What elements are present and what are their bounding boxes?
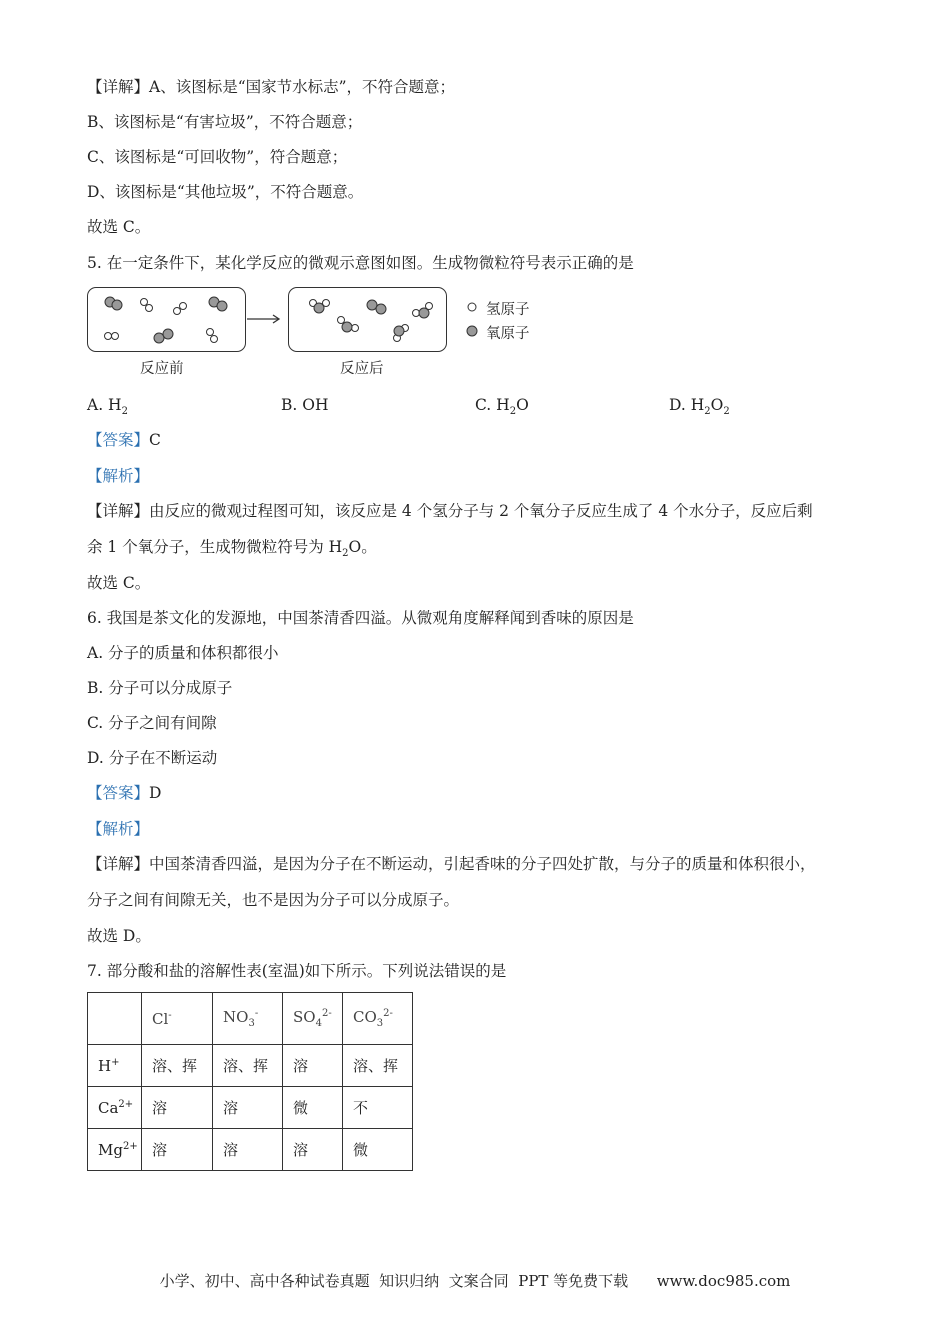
option-a: A. 分子的质量和体积都很小 (87, 644, 279, 662)
selection-line: 故选 C。 (87, 574, 151, 592)
after-molecules (289, 288, 446, 351)
question-5: 5. 在一定条件下，某化学反应的微观示意图如图。生成物微粒符号表示正确的是 (87, 254, 634, 272)
option-d: D. 分子在不断运动 (87, 749, 218, 767)
anion-cell: $NO_3^-$ (213, 993, 283, 1045)
detail-5-line: 余 1 个氧分子，生成物微粒符号为 $H_2O$。 (87, 538, 377, 560)
option-b: B. 分子可以分成原子 (87, 679, 233, 697)
option-c: C. $H_2O$ (475, 396, 529, 418)
anion-cell: $SO_4^{2-}$ (283, 993, 343, 1045)
analysis-label: 【解析】 (87, 467, 150, 485)
table-cell: 溶 (142, 1129, 213, 1171)
explanation-line: D、该图标是“其他垃圾”，不符合题意。 (87, 183, 364, 201)
before-label: 反应前 (140, 361, 184, 377)
legend-markers (466, 301, 480, 341)
table-cell: 溶 (283, 1129, 343, 1171)
question-7: 7. 部分酸和盐的溶解性表(室温)如下所示。下列说法错误的是 (87, 962, 507, 980)
detail-5-line: 【详解】由反应的微观过程图可知，该反应是 4 个氢分子与 2 个氧分子反应生成了 4 个水分子，反应后剩 (87, 502, 813, 520)
legend-oxygen: 氧原子 (486, 326, 530, 342)
option-c: C. 分子之间有间隙 (87, 714, 217, 732)
detail-6-line: 【详解】中国茶清香四溢，是因为分子在不断运动，引起香味的分子四处扩散，与分子的质量和体积很小， (87, 855, 816, 873)
table-cell: 溶 (213, 1129, 283, 1171)
table-cell: 微 (343, 1129, 413, 1171)
after-box (288, 287, 447, 352)
selection-line: 故选 C。 (87, 218, 151, 236)
after-label: 反应后 (340, 361, 384, 377)
table-cell: 溶 (213, 1087, 283, 1129)
question-6: 6. 我国是茶文化的发源地，中国茶清香四溢。从微观角度解释闻到香味的原因是 (87, 609, 634, 627)
table-row (88, 1087, 413, 1129)
legend-hydrogen: 氢原子 (486, 302, 530, 318)
table-cell: 不 (343, 1087, 413, 1129)
table-header-row (88, 993, 413, 1045)
option-b: B. OH (281, 396, 329, 414)
anion-cell: $CO_3^{2-}$ (343, 993, 413, 1045)
table-cell: 微 (283, 1087, 343, 1129)
explanation-line: 【详解】A、该图标是“国家节水标志”，不符合题意； (87, 78, 456, 96)
analysis-label: 【解析】 (87, 820, 150, 838)
table-cell: 溶、挥 (213, 1045, 283, 1087)
table-cell: 溶 (142, 1087, 213, 1129)
table-row (88, 1129, 413, 1171)
table-row (88, 1045, 413, 1087)
arrow-icon (246, 312, 282, 326)
detail-6-line: 分子之间有间隙无关，也不是因为分子可以分成原子。 (87, 891, 460, 909)
anion-cell: Cl- (142, 993, 213, 1045)
answer-5: 【答案】C (87, 431, 161, 449)
table-corner-cell (88, 993, 142, 1045)
solubility-table (87, 992, 413, 1171)
before-box (87, 287, 246, 352)
option-d: D. $H_2O_2$ (669, 396, 730, 418)
cation-cell: $Mg^{2+}$ (88, 1129, 142, 1171)
explanation-line: C、该图标是“可回收物”，符合题意； (87, 148, 348, 166)
cation-cell: H+ (88, 1045, 142, 1087)
option-a: A. $H_2$ (87, 396, 128, 418)
answer-6: 【答案】D (87, 784, 162, 802)
table-cell: 溶、挥 (142, 1045, 213, 1087)
explanation-line: B、该图标是“有害垃圾”，不符合题意； (87, 113, 363, 131)
table-cell: 溶、挥 (343, 1045, 413, 1087)
cation-cell: $Ca^{2+}$ (88, 1087, 142, 1129)
before-molecules (88, 288, 245, 351)
table-cell: 溶 (283, 1045, 343, 1087)
selection-line: 故选 D。 (87, 927, 151, 945)
page-footer: 小学、初中、高中各种试卷真题 知识归纳 文案合同 PPT 等免费下载 www.doc985.com (159, 1272, 791, 1290)
